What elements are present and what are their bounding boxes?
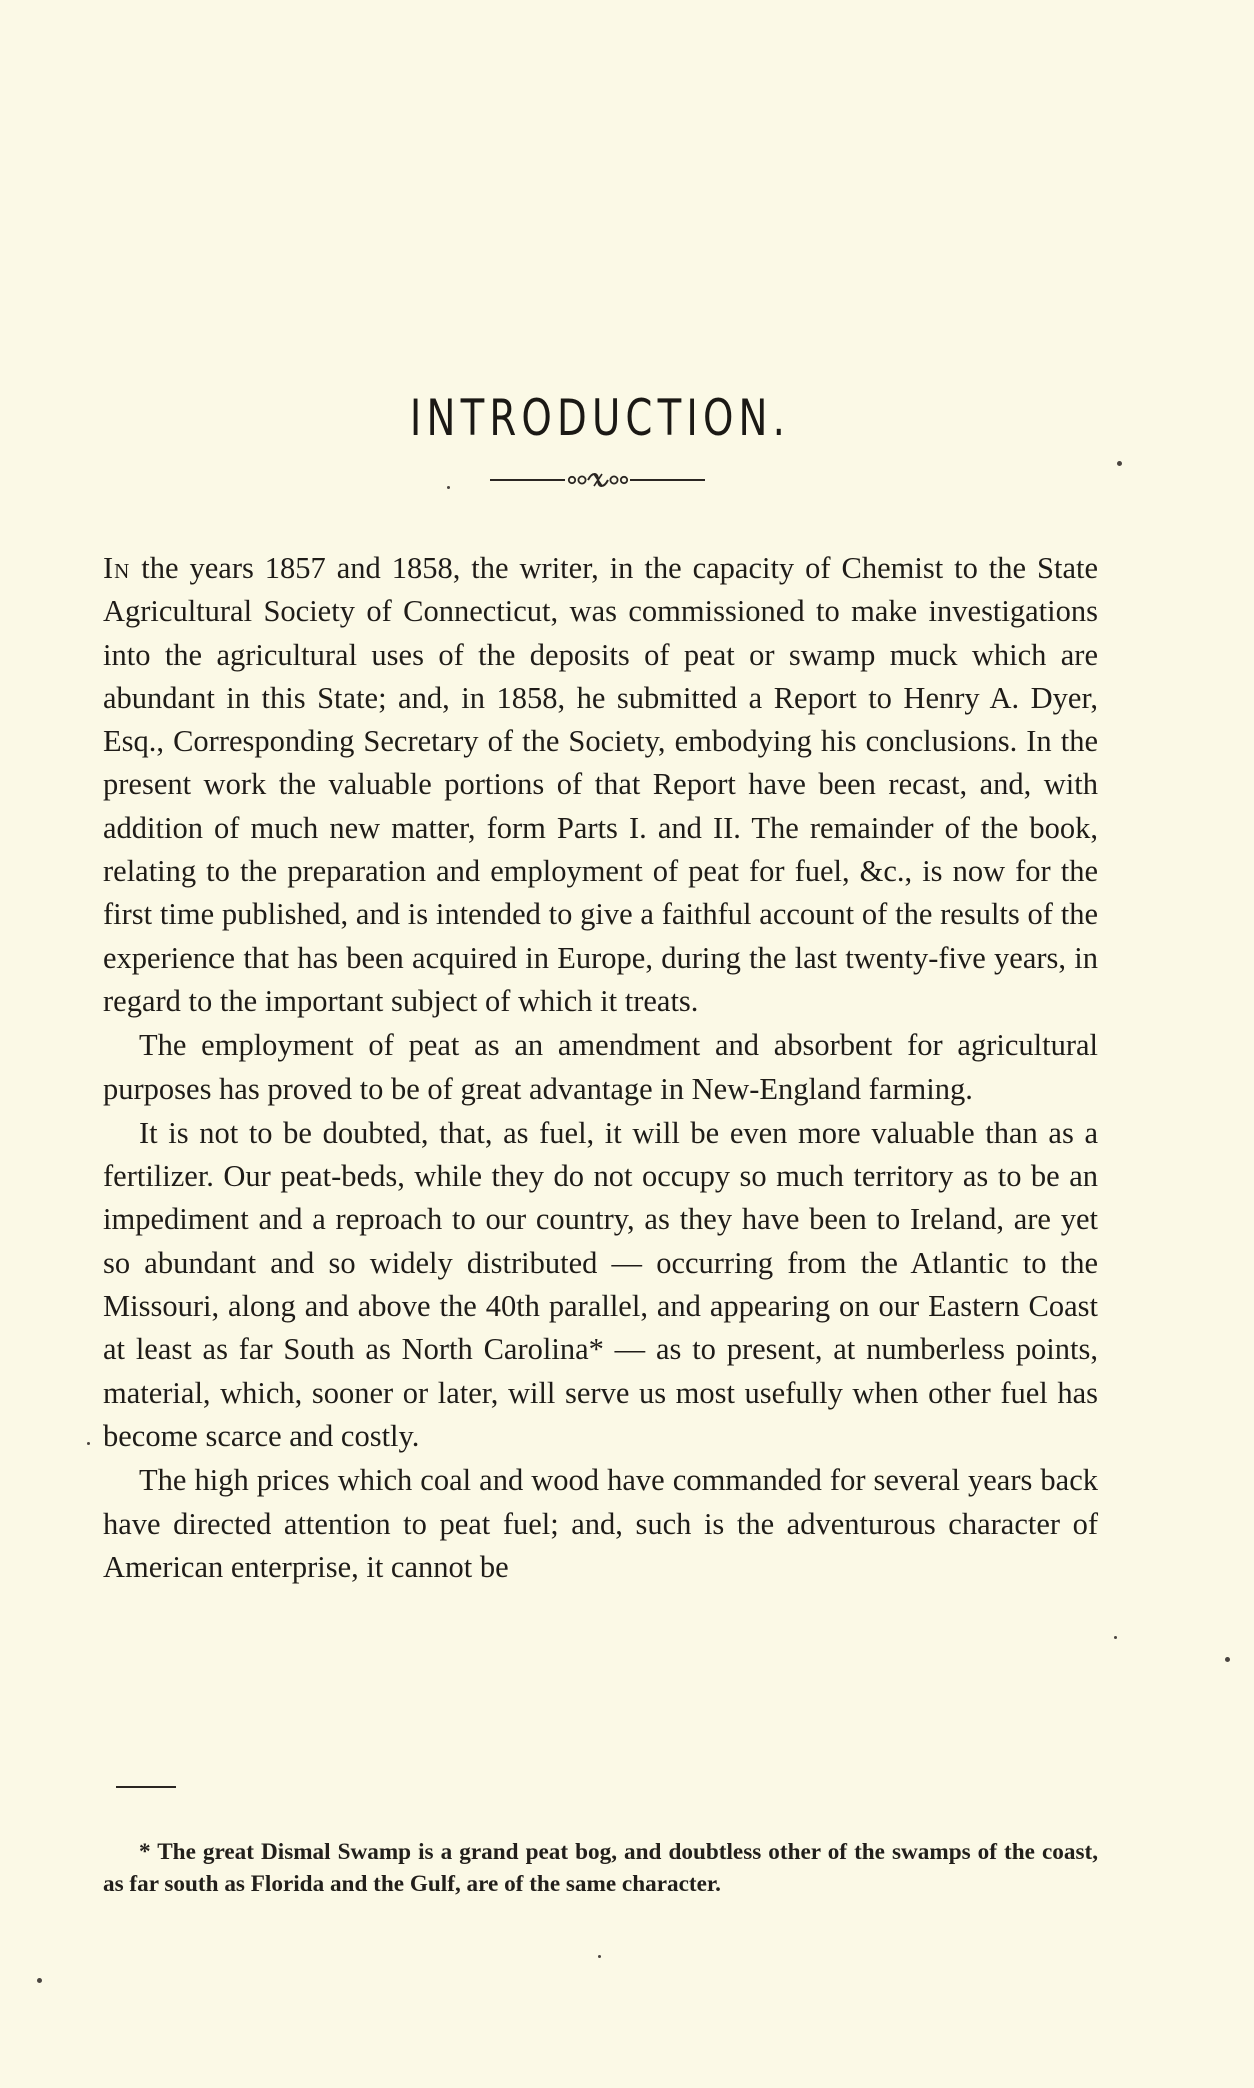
body-text xyxy=(103,547,1098,1589)
footnote-rule xyxy=(116,1786,176,1788)
ornament-divider-icon xyxy=(490,468,705,492)
paragraph-2: The employment of peat as an amendment and absorbent for agricultural purposes has proved to be of great advantage in New-England farming. xyxy=(103,1028,1098,1106)
paragraph-1 xyxy=(103,547,1098,1023)
paper-speck xyxy=(1225,1657,1230,1662)
paper-speck xyxy=(37,1978,42,1983)
paper-speck xyxy=(87,1442,90,1445)
paper-speck xyxy=(1117,461,1122,466)
paragraph-initial: In xyxy=(103,551,131,585)
paper-speck xyxy=(447,486,450,489)
paragraph-4: The high prices which coal and wood have commanded for several years back have directed attention to peat fuel; and, such is the adventurous character of American enterprise, it cannot be xyxy=(103,1463,1098,1584)
paragraph-1-text: the years 1857 and 1858, the writer, in the capacity of Chemist to the State Agricultural Society of Connecticut, was commissioned to make investigations into the agricultural uses of the deposits of peat or swamp muck which are abundant in this State; and, in 1858, he submitted a Report to Henry A. Dyer, Esq., Corresponding Secretary of the Society, embodying his conclusions. In the present work the valuable portions of that Report have been recast, and, with addition of much new matter, form Parts I. and II. The remainder of the book, relating to the preparation and employment of peat for fuel, &c., is now for the first time published, and is intended to give a faithful account of the results of the experience that has been acquired in Europe, during the last twenty-five years, in regard to the important subject of which it treats. xyxy=(103,551,1098,1018)
footnote: * The great Dismal Swamp is a grand peat bog, and doubtless other of the swamps of the coast, as far south as Florida and the Gulf, are of the same character. xyxy=(103,1839,1098,1898)
paragraph-3: It is not to be doubted, that, as fuel, it will be even more valuable than as a fertilizer. Our peat-beds, while they do not occupy so much territory as to be an impediment and a reproach to our country, as they have been to Ireland, are yet so abundant and so widely distributed — occurring from the Atlantic to the Missouri, along and above the 40th parallel, and appearing on our Eastern Coast at least as far South as North Carolina* — as to present, at numberless points, material, which, sooner or later, will serve us most usefully when other fuel has become scarce and costly. xyxy=(103,1115,1098,1453)
chapter-title: INTRODUCTION. xyxy=(409,388,791,447)
paper-speck xyxy=(1114,1636,1117,1639)
paper-speck xyxy=(598,1955,601,1958)
